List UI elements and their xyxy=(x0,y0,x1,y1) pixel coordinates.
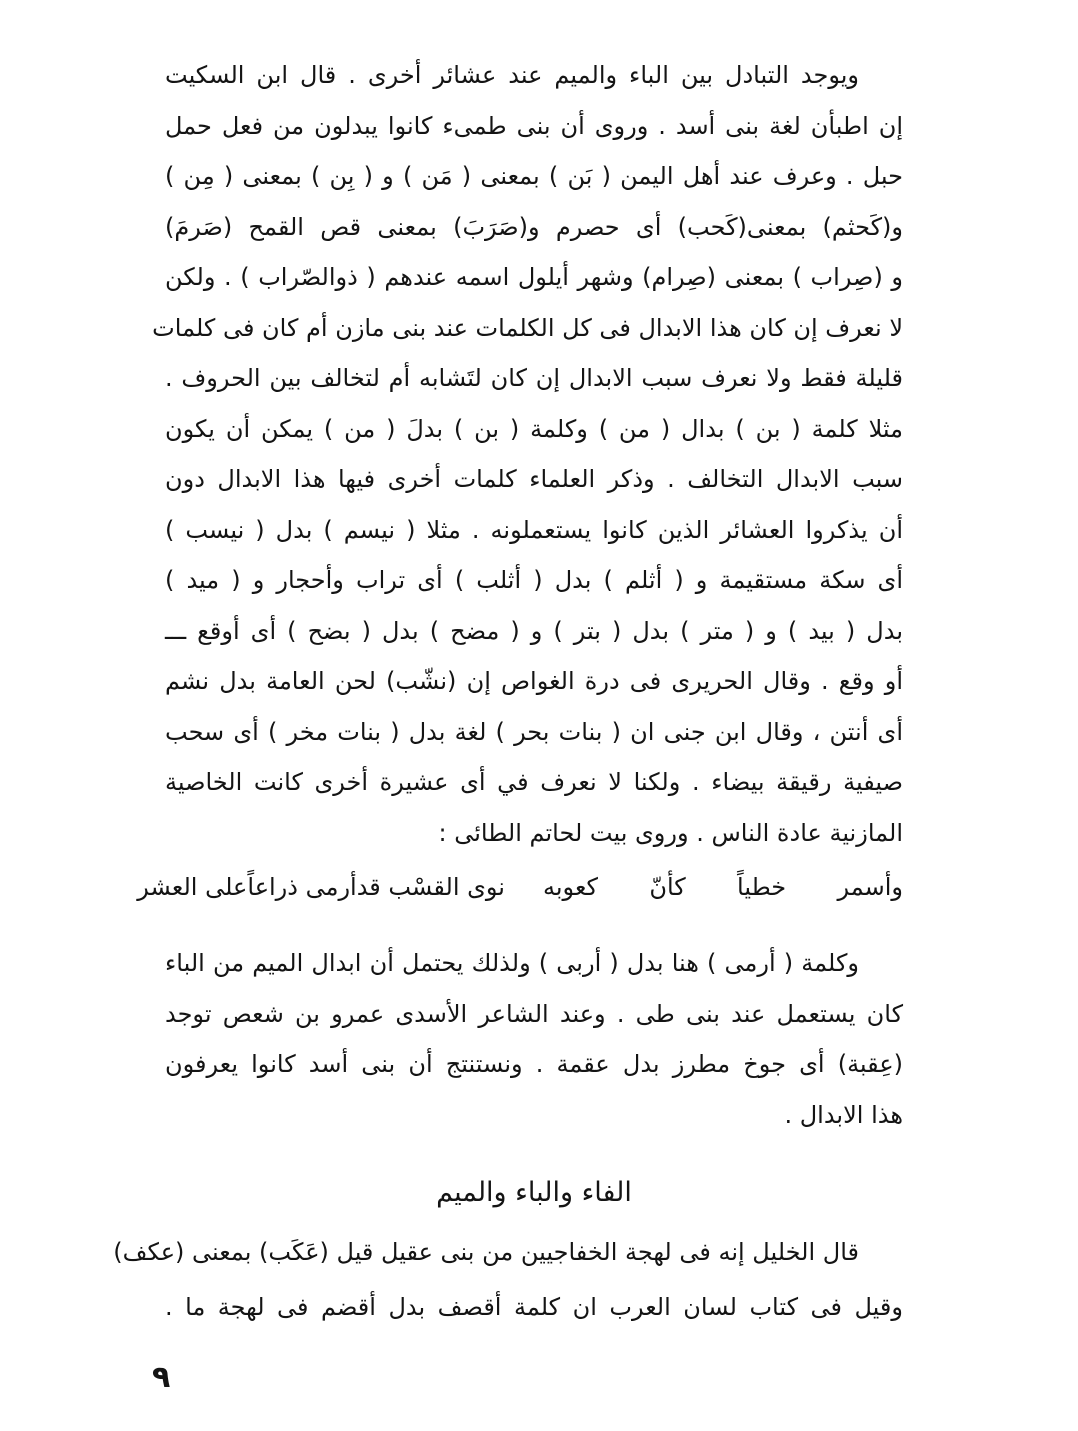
text-line: مثلا كلمة ( بن ) بدال ( من ) وكلمة ( بن ) بدلَ ( من ) يمكن أن يكون xyxy=(165,414,903,443)
text-line: كان يستعمل عند بنى طى . وعند الشاعر الأسدى عمرو بن شعص توجد xyxy=(165,999,903,1028)
text-line: وقيل فى كتاب لسان العرب ان كلمة أقصف بدل أقضم فى لهجة ما . xyxy=(165,1293,903,1321)
poem-first-hemistich: وأسمر خطياً كأنّ كعوبه xyxy=(543,873,903,901)
text-line: قليلة فقط ولا نعرف سبب الابدال إن كان لتَشابه أم لتخالف بين الحروف . xyxy=(165,364,903,392)
text-line: بدل ( بيد ) و ( متر ) بدل ( بتر ) و ( مضح ) بدل ( بضح ) أى أوقع ـــ xyxy=(165,616,903,645)
text-line: لا نعرف إن كان هذا الابدال فى كل الكلمات عند بنى مازن أم كان فى كلمات xyxy=(152,313,903,342)
text-line: قال الخليل إنه فى لهجة الخفاجيين من بنى عقيل قيل (عَكَب) بمعنى (عكف) xyxy=(113,1238,859,1266)
poem-verse xyxy=(137,862,903,912)
text-line: وكلمة ( أرمى ) هنا بدل ( أربى ) ولذلك يحتمل أن ابدال الميم من الباء xyxy=(165,949,859,977)
text-line: أى أنتن ، وقال ابن جنى ان ( بنات بحر ) لغة بدل ( بنات مخر ) أى سحب xyxy=(165,717,903,746)
text-line: هذا الابدال . xyxy=(784,1100,903,1129)
text-line: (عِقبة) أى جوخ مطرز بدل عقمة . ونستنتج أن بنى أسد كانوا يعرفون xyxy=(165,1050,903,1078)
text-line: إن اطبأن لغة بنى أسد . وروى أن بنى طمىء كانوا يبدلون من فعل حمل xyxy=(165,111,903,140)
text-line: صيفية رقيقة بيضاء . ولكنا لا نعرف في أى عشيرة أخرى كانت الخاصية xyxy=(165,768,903,796)
text-line: أى سكة مستقيمة و ( أثلم ) بدل ( أثلب ) أى تراب وأحجار و ( ميد ) xyxy=(165,566,903,594)
text-line: ويوجد التبادل بين الباء والميم عند عشائر أخرى . قال ابن السكيت xyxy=(165,61,859,89)
paragraph-1 xyxy=(152,50,903,858)
paragraph-3 xyxy=(113,1225,903,1335)
text-line: سبب الابدال التخالف . وذكر العلماء كلمات أخرى فيها هذا الابدال دون xyxy=(165,465,903,493)
page-number: ٩ xyxy=(152,1360,171,1395)
text-line: أو وقع . وقال الحريرى فى درة الغواص إن (نشّب) لحن العامة بدل نشم xyxy=(165,667,903,695)
text-line: حبل . وعرف عند أهل اليمن ( بَن ) بمعنى ( مَن ) و ( بِن ) بمعنى ( مِن ) xyxy=(165,162,903,190)
poem-second-hemistich: نوى القسْب قدأرمى ذراعاًعلى العشر xyxy=(137,873,505,901)
section-heading: الفاء والباء والميم xyxy=(436,1177,632,1208)
text-line: أن يذكروا العشائر الذين كانوا يستعملونه . مثلا ( نيسم ) بدل ( نيسب ) xyxy=(165,515,903,544)
paragraph-2 xyxy=(165,938,903,1140)
text-line: و (صِراب ) بمعنى (صِرام) وشهر أيلول اسمه عندهم ( ذوالصّراب ) . ولكن xyxy=(165,263,903,291)
text-line: المازنية عادة الناس . وروى بيت لحاتم الطائى : xyxy=(438,818,903,847)
text-line: و(كَحثم) بمعنى(كَحب) أى حصرم و(صَرَبَ) بمعنى قص القمح (صَرمَ) xyxy=(165,212,903,241)
